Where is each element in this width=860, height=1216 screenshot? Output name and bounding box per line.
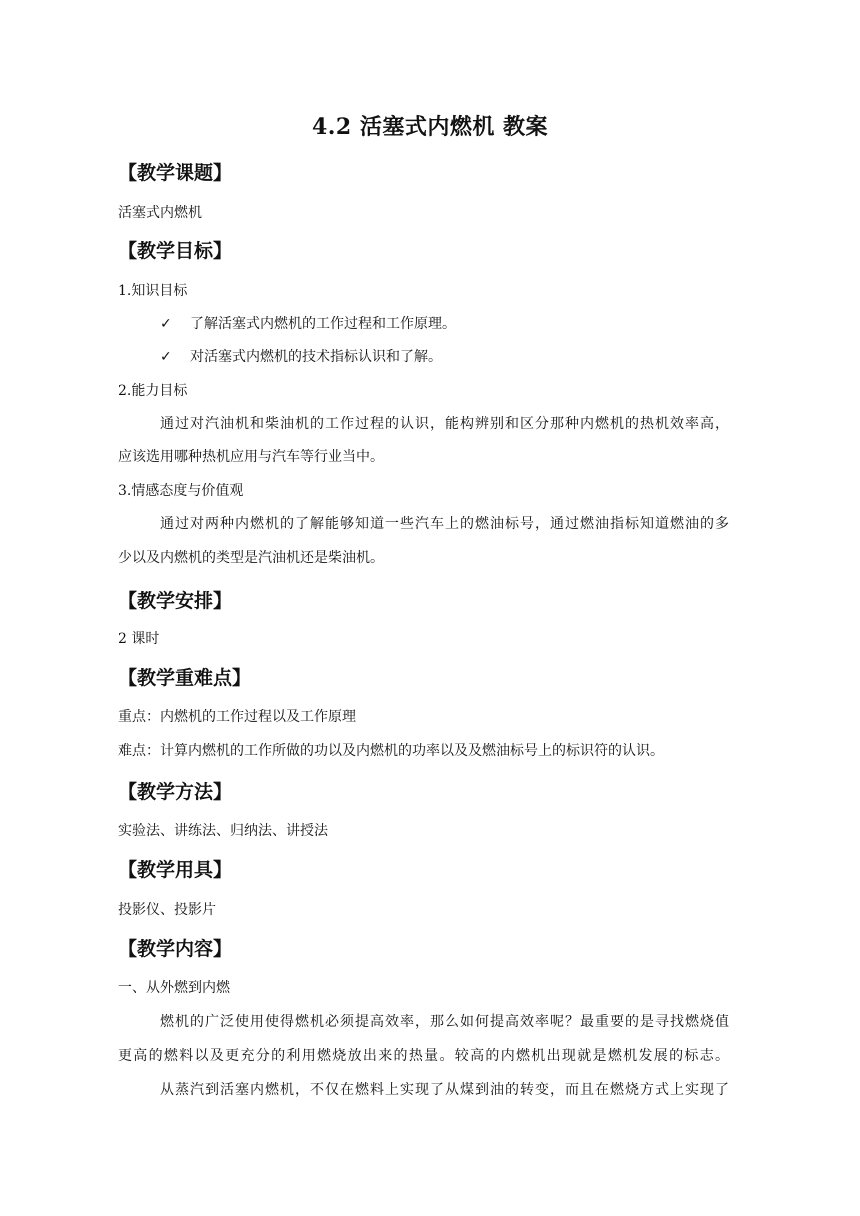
- content-paragraph-line: 燃机的广泛使用使得燃机必须提高效率，那么如何提高效率呢？最重要的是寻找燃烧值: [160, 1014, 729, 1030]
- arrangement-text: 2 课时: [118, 631, 160, 647]
- emotion-goal-line: 通过对两种内燃机的了解能够知道一些汽车上的燃油标号，通过燃油指标知道燃油的多: [160, 516, 729, 532]
- ability-goal-line: 通过对汽油机和柴油机的工作过程的认识，能构辨别和区分那种内燃机的热机效率高，: [160, 416, 729, 432]
- content-subheading: 一、从外燃到内燃: [118, 980, 230, 996]
- section-heading-goals: 【教学目标】: [118, 240, 233, 262]
- content-paragraph-line: 更高的燃料以及更充分的利用燃烧放出来的热量。较高的内燃机出现就是燃机发展的标志。: [118, 1048, 729, 1064]
- knowledge-goal-item: [160, 347, 442, 367]
- checkmark-icon: ✓: [160, 316, 172, 332]
- key-point-focus: 重点：内燃机的工作过程以及工作原理: [118, 709, 356, 725]
- knowledge-goal-item-text: 了解活塞式内燃机的工作过程和工作原理。: [190, 316, 456, 332]
- knowledge-goal-item-text: 对活塞式内燃机的技术指标认识和了解。: [190, 349, 442, 365]
- section-heading-topic: 【教学课题】: [118, 162, 233, 184]
- section-heading-arrangement: 【教学安排】: [118, 590, 233, 612]
- ability-goal-label: 2.能力目标: [118, 383, 188, 399]
- section-heading-content: 【教学内容】: [118, 938, 233, 960]
- knowledge-goal-label: 1.知识目标: [118, 283, 188, 299]
- emotion-goal-line: 少以及内燃机的类型是汽油机还是柴油机。: [118, 550, 384, 566]
- key-point-difficulty: 难点：计算内燃机的工作所做的功以及内燃机的功率以及及燃油标号上的标识符的认识。: [118, 743, 664, 759]
- section-heading-key-points: 【教学重难点】: [118, 667, 252, 689]
- knowledge-goal-item: [160, 314, 456, 334]
- ability-goal-line: 应该选用哪种热机应用与汽车等行业当中。: [118, 449, 384, 465]
- emotion-goal-label: 3.情感态度与价值观: [118, 483, 244, 499]
- topic-text: 活塞式内燃机: [118, 205, 202, 221]
- methods-text: 实验法、讲练法、归纳法、讲授法: [118, 823, 328, 839]
- section-heading-methods: 【教学方法】: [118, 781, 233, 803]
- checkmark-icon: ✓: [160, 349, 172, 365]
- tools-text: 投影仪、投影片: [118, 902, 216, 918]
- section-heading-tools: 【教学用具】: [118, 859, 233, 881]
- document-title: 4.2 活塞式内燃机 教案: [311, 114, 549, 140]
- content-paragraph-line: 从蒸汽到活塞内燃机，不仅在燃料上实现了从煤到油的转变，而且在燃烧方式上实现了: [160, 1082, 729, 1098]
